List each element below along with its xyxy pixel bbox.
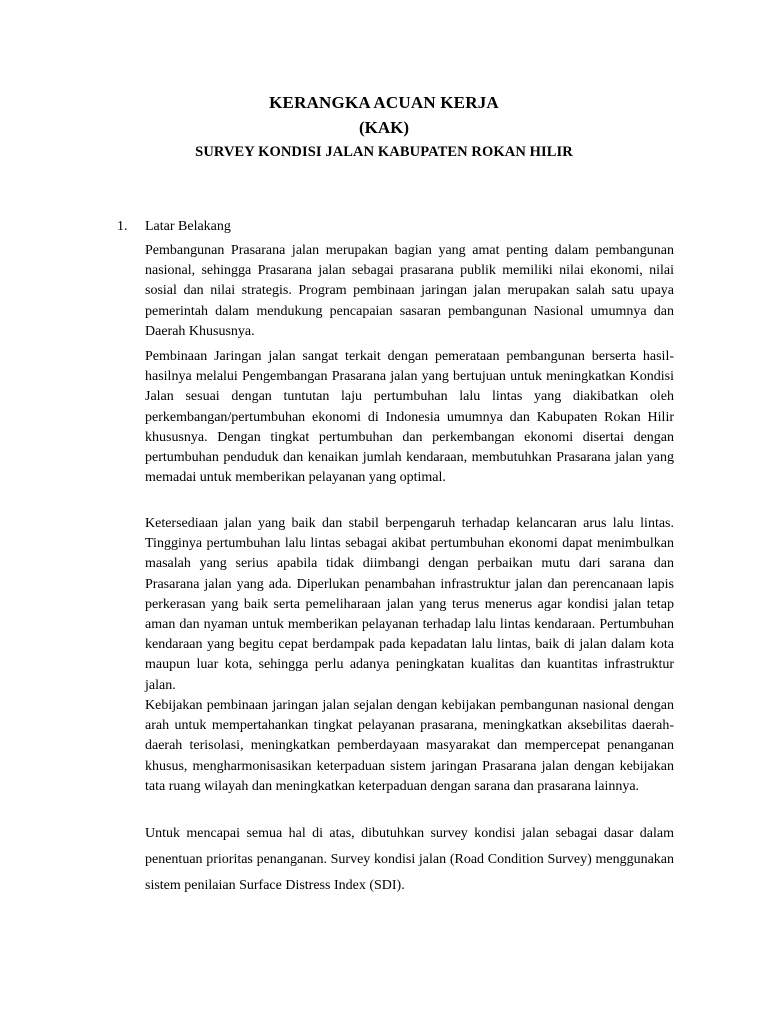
document-abbreviation: (KAK) xyxy=(358,118,410,137)
document-title: KERANGKA ACUAN KERJA xyxy=(269,93,499,112)
section-title: Latar Belakang xyxy=(145,219,231,234)
section-number: 1. xyxy=(117,219,128,234)
paragraph-2: Pembinaan Jaringan jalan sangat terkait dengan pemerataan pembangunan berserta hasil-hasilnya melalui Pengembangan Prasarana jalan yang bertujuan untuk meningkatkan Kondisi Jalan sesuai dengan tuntutan laju pertumbuhan lalu lintas yang diakibatkan oleh perkembangan/pertumbuhan ekonomi di Indonesia umumnya dan Kabupaten Rokan Hilir khususnya. Dengan tingkat pertumbuhan dan perkembangan ekonomi disertai dengan pertumbuhan penduduk dan kenaikan jumlah kendaraan, membutuhkan Prasarana jalan yang memadai untuk memberikan pelayanan yang optimal. xyxy=(145,349,674,486)
paragraph-5: Untuk mencapai semua hal di atas, dibutuhkan survey kondisi jalan sebagai dasar dalam penentuan prioritas penanganan. Survey kondisi jalan (Road Condition Survey) menggunakan sistem penilaian Surface Distress Index (SDI). xyxy=(145,826,674,893)
paragraph-4: Kebijakan pembinaan jaringan jalan sejalan dengan kebijakan pembangunan nasional dengan arah untuk mempertahankan tingkat pelayanan prasarana, meningkatkan aksebilitas daerah-daerah terisolasi, meningkatkan pemberdayaan masyarakat dan mempercepat penanganan khusus, mengharmonisasikan keterpaduan sistem jaringan Prasarana jalan dengan kebijakan tata ruang wilayah dan meningkatkan keterpaduan dengan sarana dan prasarana lainnya. xyxy=(145,698,674,794)
document-subtitle: SURVEY KONDISI JALAN KABUPATEN ROKAN HILIR xyxy=(195,144,573,160)
paragraph-1: Pembangunan Prasarana jalan merupakan bagian yang amat penting dalam pembangunan nasional, sehingga Prasarana jalan sebagai prasarana publik memiliki nilai ekonomi, nilai sosial dan nilai strategis. Program pembinaan jaringan jalan merupakan salah satu upaya pemerintah dalam mendukung pencapaian sasaran pembangunan Nasional umumnya dan Daerah Khususnya. xyxy=(145,243,674,339)
paragraph-3: Ketersediaan jalan yang baik dan stabil berpengaruh terhadap kelancaran arus lalu lintas. Tingginya pertumbuhan lalu lintas sebagai akibat pertumbuhan ekonomi dapat menimbulkan masalah yang serius apabila tidak diimbangi dengan perbaikan mutu dari sarana dan Prasarana jalan yang ada. Diperlukan penambahan infrastruktur jalan dan perencanaan lapis perkerasan yang baik serta pemeliharaan jalan yang terus menerus agar kondisi jalan tetap aman dan nyaman untuk memberikan pelayanan terhadap lalu lintas kendaraan. Pertumbuhan kendaraan yang begitu cepat berdampak pada kepadatan lalu lintas, baik di jalan dalam kota maupun luar kota, sehingga perlu adanya peningkatan kualitas dan kuantitas infrastruktur jalan. xyxy=(145,516,674,693)
section-heading xyxy=(117,219,231,235)
